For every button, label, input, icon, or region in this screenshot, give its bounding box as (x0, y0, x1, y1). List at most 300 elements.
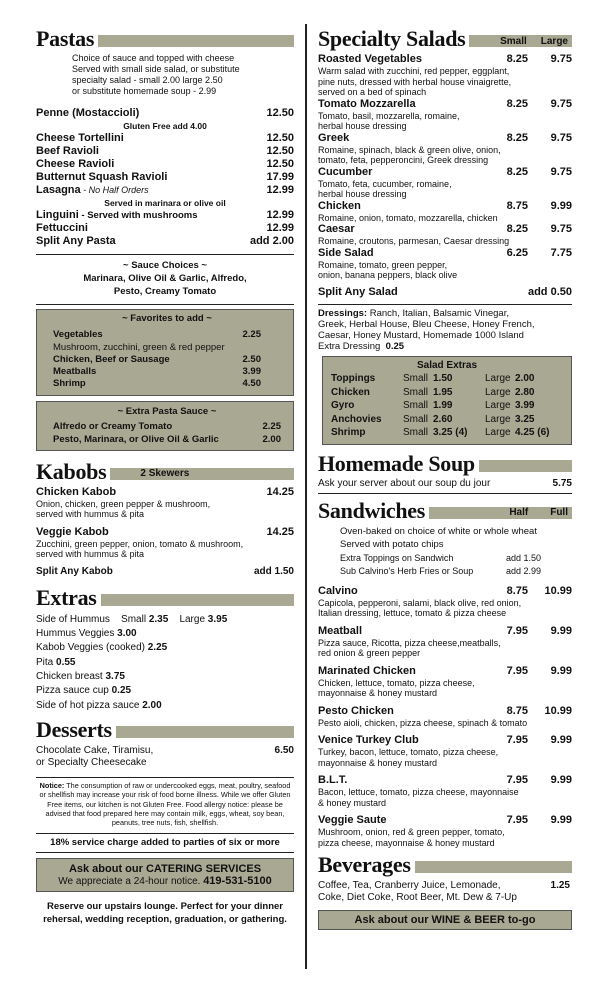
large-price: 9.75 (550, 53, 572, 65)
lounge-line: rehersal, wedding reception, graduation, or gathering. (43, 913, 287, 925)
menu-item-linguini (36, 209, 294, 222)
large-label: Large (485, 413, 511, 425)
sandwich-item (318, 814, 572, 848)
salad-list (318, 53, 572, 281)
item-price: 12.50 (266, 107, 294, 119)
item-price: 2.25 (242, 329, 261, 341)
pastas-intro (36, 53, 294, 97)
favorites-box (36, 309, 294, 396)
extra-sauce-title: ~ Extra Pasta Sauce ~ (117, 405, 217, 417)
salad-item (318, 223, 572, 247)
large-label: Large (179, 613, 206, 625)
item-name: Chicken, Beef or Sausage (53, 353, 170, 365)
item-name: Venice Turkey Club (318, 734, 419, 746)
beverages-row (318, 880, 572, 904)
lounge-line: Reserve our upstairs lounge. Perfect for your dinner (47, 900, 283, 912)
sandwich-prices (498, 585, 572, 598)
item-price: 3.99 (242, 366, 261, 378)
desserts-header (36, 716, 294, 742)
favorites-item (53, 366, 281, 378)
salad-prices (498, 53, 572, 66)
desserts-title: Desserts (36, 716, 112, 742)
small-price: 2.60 (433, 413, 453, 425)
desc-line: Zucchini, green pepper, onion, tomato & mushroom, (36, 538, 244, 549)
item-name: Split Any Pasta (36, 235, 116, 247)
extra-sauce-item (53, 433, 281, 446)
intro-line: Oven-baked on choice of white or whole wheat (340, 525, 537, 537)
desserts-line: or Specialty Cheesecake (36, 756, 147, 768)
column-divider (305, 24, 307, 969)
desc-line: Italian dressing, lettuce, tomato & pizza cheese (318, 608, 507, 618)
item-name: Chicken (331, 386, 370, 398)
extra-dressing-price: 0.25 (385, 340, 405, 352)
menu-item (36, 132, 294, 145)
sandwich-item (318, 774, 572, 808)
item-name: Veggie Saute (318, 814, 387, 826)
large-price: 3.25 (515, 413, 535, 425)
item-name: B.L.T. (318, 774, 348, 786)
favorites-item (53, 354, 281, 366)
toppings-label: Extra Toppings on Sandwich (340, 552, 454, 563)
small-price: 8.25 (506, 97, 528, 110)
wine-beer-box: Ask about our WINE & BEER to-go (318, 910, 572, 930)
item-price: 14.25 (266, 485, 294, 498)
small-price: 1.99 (433, 400, 453, 411)
extras-item (36, 656, 294, 670)
desserts-item (36, 745, 294, 769)
item-name: Pesto, Marinara, or Olive Oil & Garlic (53, 433, 219, 445)
small-label: Small (403, 413, 429, 425)
dressings-line: Greek, Herbal House, Bleu Cheese, Honey French, (318, 318, 535, 330)
salad-prices (498, 223, 572, 236)
item-name: Split Any Salad (318, 285, 398, 298)
veg-desc: Mushroom, zucchini, green & red pepper (53, 341, 225, 353)
desc-line: pine nuts, dressed with herbal house vinaigrette, (318, 76, 512, 87)
large-label: Large (540, 35, 568, 47)
desserts-bar (116, 726, 294, 738)
item-name: Meatball (318, 624, 363, 637)
large-label: Large (485, 373, 511, 384)
soup-header (318, 450, 572, 476)
item-price: 2.50 (242, 353, 261, 365)
item-price: 2.25 (262, 420, 281, 432)
sandwich-row (318, 734, 572, 747)
large-price: 3.95 (207, 613, 228, 625)
served-note: Served in marinara or olive oil (104, 198, 226, 208)
item-note: - No Half Orders (80, 185, 149, 195)
salad-extra-row (331, 399, 571, 413)
extras-list (36, 613, 294, 713)
menu-item (36, 526, 294, 539)
catering-box (36, 858, 294, 892)
notice (36, 781, 294, 828)
dressings (318, 308, 572, 352)
large-price: 9.99 (550, 199, 572, 212)
catering-notice: We appreciate a 24-hour notice. (58, 875, 201, 887)
sauce-line: Pesto, Creamy Tomato (113, 286, 217, 297)
small-label: Small (403, 400, 429, 411)
extras-item (36, 627, 294, 641)
large-price: 2.80 (515, 386, 535, 398)
sandwich-row (318, 814, 572, 827)
item-name: Cheese Tortellini (36, 132, 124, 144)
small-label: Small (403, 373, 429, 384)
menu-item-fettuccini (36, 222, 294, 235)
item-price: add 0.50 (527, 285, 572, 298)
salad-row (318, 166, 572, 179)
salad-prices (498, 200, 572, 213)
extra-dressing-label: Extra Dressing (318, 340, 381, 352)
item-name: Kabob Veggies (cooked) (36, 642, 145, 654)
salad-prices (498, 247, 572, 260)
extras-item (36, 641, 294, 655)
item-name: Chicken Kabob (36, 485, 117, 498)
item-price: 2.00 (262, 433, 281, 445)
toppings-row (340, 552, 572, 566)
notice-text: The consumption of raw or undercooked eggs, meat, poultry, seafood or shellfish may increase your risk of food borne illness. While we offer Gluten Free items, our kitchen is not Gluten Free. Food allergy notice: please be advised that food prepared here may contain milk, eggs, wheat, soy bean, peanuts, tree nuts, fish, shellfish. (39, 780, 291, 828)
dressings-line: Ranch, Italian, Balsamic Vinegar, (367, 307, 509, 319)
small-price: 8.25 (506, 223, 528, 235)
item-name: Marinated Chicken (318, 664, 416, 677)
item-note: - Served with mushrooms (78, 210, 198, 221)
desc-line: Romaine, tomato, green pepper, (318, 259, 448, 270)
item-price: 3.75 (105, 670, 125, 682)
desc-line: Romaine, onion, tomato, mozzarella, chicken (318, 212, 498, 223)
salad-extras-table (331, 372, 571, 440)
beverages-header (318, 854, 572, 876)
half-price: 8.75 (506, 704, 528, 717)
split-kabob (36, 566, 294, 577)
soup-row (318, 478, 572, 489)
sauce-line: Marinara, Olive Oil & Garlic, Alfredo, (83, 273, 247, 284)
item-name: Cheese Ravioli (36, 158, 115, 170)
item-name: Caesar (318, 223, 355, 235)
item-price: 14.25 (266, 525, 294, 538)
full-price: 9.99 (550, 774, 572, 786)
extras-item (36, 699, 294, 713)
item-name: Calvino (318, 584, 358, 597)
item-name: Fettuccini (36, 222, 88, 234)
full-price: 10.99 (544, 584, 572, 597)
half-label: Half (509, 507, 529, 518)
item-name: Shrimp (331, 427, 366, 438)
half-price: 7.95 (506, 774, 528, 786)
sandwich-item (318, 705, 572, 729)
salad-extras-title: Salad Extras (416, 359, 478, 371)
item-name: Shrimp (53, 378, 86, 390)
item-price: 12.99 (266, 222, 294, 234)
desc-line: Mushroom, onion, red & green pepper, tomato, (318, 827, 505, 837)
item-price: 12.50 (266, 132, 294, 144)
item-price: 2.00 (142, 699, 162, 711)
beverages-line: Coffee, Tea, Cranberry Juice, Lemonade, (318, 880, 501, 891)
salad-row (318, 200, 572, 213)
large-label: Large (485, 427, 511, 438)
desc-line: herbal house dressing (318, 189, 407, 199)
large-price: 2.00 (515, 373, 535, 384)
sandwich-prices (498, 705, 572, 718)
full-price: 9.99 (550, 664, 572, 677)
pastas-intro-line: Choice of sauce and topped with cheese (72, 53, 235, 63)
notice-label: Notice: (39, 780, 65, 790)
half-price: 7.95 (506, 624, 528, 637)
beverages-bar (415, 861, 572, 873)
dressings-label: Dressings: (318, 307, 368, 319)
desc-line: Pizza sauce, Ricotta, pizza cheese,meatballs, (318, 637, 501, 648)
small-price: 8.25 (506, 53, 528, 65)
salad-row (318, 53, 572, 66)
large-price: 9.75 (550, 165, 572, 178)
small-price: 2.35 (148, 613, 169, 625)
desc-line: Chicken, lettuce, tomato, pizza cheese, (318, 677, 475, 688)
item-price: 12.50 (266, 145, 294, 157)
item-name: Butternut Squash Ravioli (36, 171, 168, 183)
sandwich-row (318, 625, 572, 638)
item-price: add 2.00 (249, 235, 294, 247)
fries-price: add 2.99 (506, 566, 542, 576)
menu-item (36, 158, 294, 171)
kabobs-header (36, 458, 294, 484)
item-name: Anchovies (331, 413, 382, 425)
desserts-line: Chocolate Cake, Tiramisu, (36, 744, 154, 756)
item-price: 2.25 (147, 642, 168, 654)
desc-line: red onion & green pepper (318, 648, 421, 658)
pastas-intro-line: Served with small side salad, or substitute (72, 64, 240, 74)
sandwich-prices (498, 734, 572, 747)
item-price: 3.00 (117, 628, 137, 640)
right-column (318, 28, 572, 930)
salad-extra-row (331, 386, 571, 400)
item-price: 12.99 (266, 184, 294, 196)
half-price: 7.95 (506, 814, 528, 826)
kabobs-bar-label: 2 Skewers (140, 468, 190, 480)
half-price: 8.75 (506, 584, 528, 597)
item-name: Beef Ravioli (36, 145, 99, 157)
salad-prices (498, 166, 572, 179)
salad-extras-box (322, 356, 572, 445)
salad-row (318, 223, 572, 236)
large-price: 4.25 (6) (515, 427, 550, 438)
item-price: 4.50 (242, 378, 261, 390)
small-price: 3.25 (4) (433, 427, 468, 438)
desc-line: tomato, feta, pepperoncini, Greek dressing (318, 155, 489, 165)
item-name: Roasted Vegetables (318, 53, 422, 65)
extras-bar (101, 594, 294, 606)
pastas-header (36, 28, 294, 50)
salad-prices (498, 98, 572, 111)
salad-extra-row (331, 413, 571, 427)
item-name: Chicken breast (36, 670, 103, 682)
sandwich-prices (498, 814, 572, 827)
item-price: 17.99 (266, 171, 294, 183)
large-label: Large (485, 400, 511, 411)
salad-item (318, 98, 572, 132)
salads-header (318, 28, 572, 50)
fries-row (340, 565, 572, 579)
salad-item (318, 166, 572, 200)
split-pasta (36, 235, 294, 248)
sandwiches-intro (318, 525, 572, 579)
small-price: 6.25 (506, 246, 528, 259)
toppings-price: add 1.50 (506, 552, 542, 563)
favorites-title: ~ Favorites to add ~ (122, 313, 212, 324)
sandwich-row (318, 665, 572, 678)
salad-row (318, 247, 572, 260)
large-price: 9.75 (550, 223, 572, 235)
large-price: 7.75 (550, 246, 572, 259)
small-label: Small (403, 386, 429, 398)
kabobs-bar (110, 468, 294, 480)
menu-item (36, 171, 294, 184)
desc-line: Romaine, croutons, parmesan, Caesar dressing (318, 236, 510, 246)
fries-label: Sub Calvino's Herb Fries or Soup (340, 566, 474, 576)
salad-row (318, 98, 572, 111)
pastas-intro-line: or substitute homemade soup - 2.99 (72, 86, 217, 96)
beverages-price: 1.25 (550, 880, 570, 891)
extra-sauce-box (36, 401, 294, 451)
item-name: Linguini (36, 209, 79, 221)
sandwich-prices (498, 625, 572, 638)
sandwich-item (318, 625, 572, 659)
beverages-line: Coke, Diet Coke, Root Beer, Mt. Dew & 7-Up (318, 892, 517, 903)
item-price: 12.99 (266, 209, 294, 221)
sandwich-item (318, 585, 572, 619)
desc-line: Tomato, basil, mozzarella, romaine, (318, 110, 460, 121)
desc-line: Onion, chicken, green pepper & mushroom, (36, 498, 211, 509)
soup-title: Homemade Soup (318, 450, 475, 476)
item-name: Meatballs (53, 366, 97, 378)
small-price: 8.25 (506, 131, 528, 144)
sauce-title: ~ Sauce Choices ~ (123, 260, 207, 271)
favorites-item (53, 378, 281, 390)
desc-line: served on a bed of spinach (318, 87, 427, 97)
catering-title: Ask about our CATERING SERVICES (68, 862, 262, 875)
full-price: 9.99 (550, 624, 572, 637)
salads-title: Specialty Salads (318, 26, 466, 51)
item-name: Chicken (318, 199, 361, 212)
large-price: 3.99 (515, 400, 535, 411)
sandwich-item (318, 665, 572, 699)
desc-line: Pesto aioli, chicken, pizza cheese, spinach & tomato (318, 717, 528, 728)
item-price: 0.25 (111, 685, 132, 697)
item-price: 0.55 (56, 656, 76, 668)
sandwich-prices (498, 665, 572, 678)
gluten-free-note: Gluten Free add 4.00 (123, 121, 207, 131)
soup-text: Ask your server about our soup du jour (318, 477, 491, 489)
large-label: Large (485, 386, 511, 398)
salad-row (318, 132, 572, 145)
desserts-price: 6.50 (274, 744, 294, 756)
menu-item (36, 486, 294, 499)
item-desc (36, 539, 294, 560)
desc-line: herbal house dressing (318, 121, 407, 131)
soup-bar (479, 460, 572, 472)
salad-item (318, 247, 572, 281)
sauce-choices (36, 259, 294, 298)
small-label: Small (500, 35, 527, 47)
salad-extra-row (331, 426, 571, 440)
half-price: 7.95 (506, 664, 528, 677)
large-price: 9.75 (550, 131, 572, 144)
extra-sauce-item (53, 420, 281, 433)
small-price: 1.50 (433, 373, 453, 384)
pastas-bar (98, 35, 294, 47)
full-price: 9.99 (550, 734, 572, 746)
desc-line: Romaine, spinach, black & green olive, onion, (318, 144, 501, 155)
item-name: Vegetables (53, 329, 103, 341)
item-name: Side of Hummus (36, 613, 110, 625)
item-name: Split Any Kabob (36, 565, 113, 577)
sandwich-row (318, 705, 572, 718)
item-name: Penne (Mostaccioli) (36, 107, 140, 119)
item-name: Side Salad (318, 246, 374, 259)
extras-title: Extras (36, 584, 97, 610)
small-label: Small (121, 613, 147, 625)
desc-line: & honey mustard (318, 797, 387, 808)
sandwich-row (318, 585, 572, 598)
full-price: 9.99 (550, 814, 572, 826)
salads-bar (469, 35, 572, 47)
small-label: Small (403, 427, 429, 438)
menu-item (36, 145, 294, 158)
desc-line: Warm salad with zucchini, red pepper, eggplant, (318, 66, 510, 76)
desc-line: pizza cheese, mayonnaise & honey mustard (318, 837, 495, 848)
item-desc (36, 499, 294, 520)
catering-phone: 419-531-5100 (203, 874, 272, 887)
desc-line: served with hummus & pita (36, 509, 145, 520)
sandwiches-bar (429, 507, 572, 519)
small-price: 1.95 (433, 386, 453, 398)
desc-line: Bacon, lettuce, tomato, pizza cheese, mayonnaise (318, 787, 519, 797)
item-name: Pizza sauce cup (36, 685, 109, 697)
item-name: Side of hot pizza sauce (36, 699, 140, 711)
desc-line: Capicola, pepperoni, salami, black olive, red onion, (318, 597, 522, 608)
dressings-line: Caesar, Honey Mustard, Homemade 1000 Island (318, 329, 524, 341)
sandwiches-header (318, 497, 572, 523)
small-price: 8.25 (506, 165, 528, 178)
soup-price: 5.75 (552, 477, 572, 489)
item-name: Veggie Kabob (36, 525, 109, 538)
large-price: 9.75 (550, 97, 572, 110)
sandwich-prices (498, 774, 572, 787)
salad-item (318, 53, 572, 98)
full-price: 10.99 (544, 704, 572, 717)
item-name: Toppings (331, 373, 376, 384)
desc-line: onion, banana peppers, black olive (318, 270, 458, 280)
beverages-title: Beverages (318, 852, 411, 877)
extras-item (36, 613, 294, 627)
full-label: Full (550, 507, 568, 518)
small-price: 8.75 (506, 199, 528, 212)
extras-header (36, 584, 294, 610)
item-name: Cucumber (318, 165, 373, 178)
split-salad (318, 286, 572, 299)
desc-line: mayonnaise & honey mustard (318, 757, 438, 768)
favorites-item (53, 329, 281, 341)
item-name: Pita (36, 656, 54, 668)
sandwich-row (318, 774, 572, 787)
menu-item-penne (36, 107, 294, 120)
item-name: Gyro (331, 400, 355, 411)
desc-line: Tomato, feta, cucumber, romaine, (318, 178, 452, 189)
item-price: add 1.50 (253, 565, 294, 577)
sandwich-list (318, 585, 572, 849)
sandwiches-title: Sandwiches (318, 497, 426, 523)
item-name: Hummus Veggies (36, 628, 115, 640)
lounge-note (36, 900, 294, 926)
extras-item (36, 670, 294, 684)
intro-line: Served with potato chips (340, 539, 444, 550)
